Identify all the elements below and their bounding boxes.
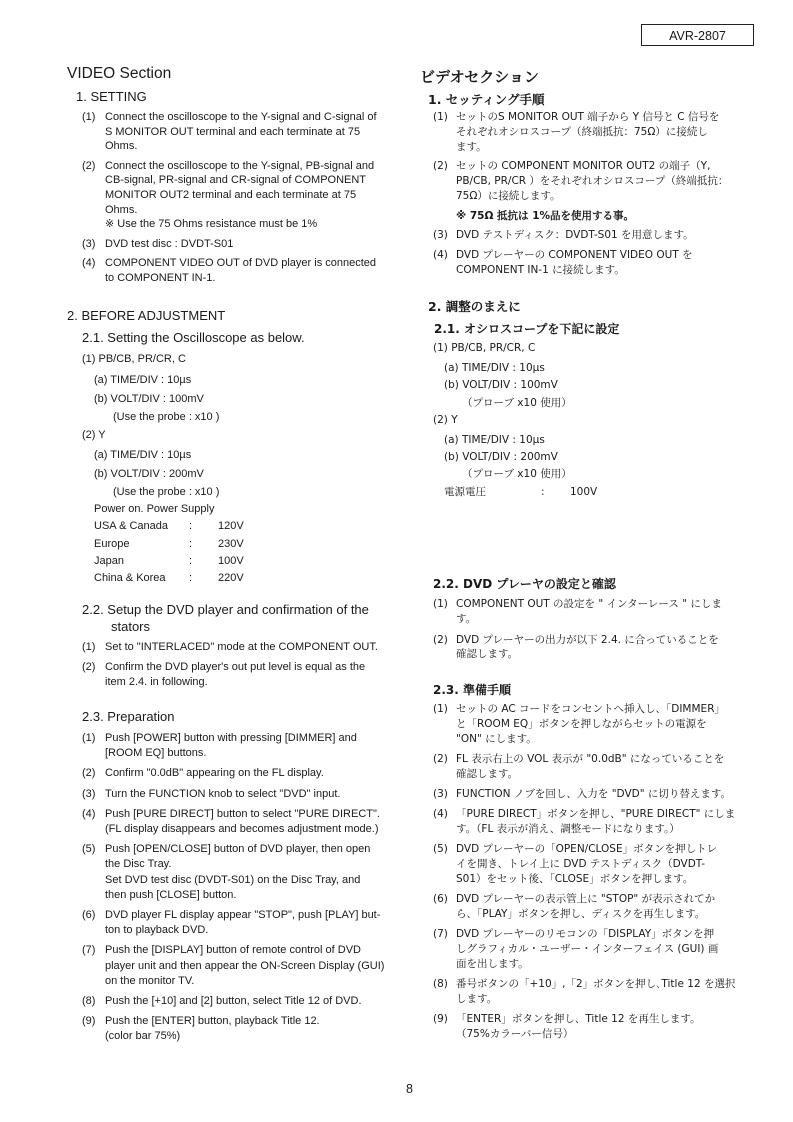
list-item-number: (8) (433, 978, 448, 990)
list-item-line: S01）をセット後、「CLOSE」ボタンを押します。 (456, 873, 694, 885)
osc-item-1a-jp: (a) TIME/DIV : 10µs (444, 362, 545, 374)
oscilloscope-title-jp: 2.1. オシロスコープを下記に設定 (434, 322, 620, 336)
list-item-line: PB/CB, PR/CR ）をそれぞれオシロスコープ（終端抵抗： (456, 175, 729, 188)
list-item-number: (3) (82, 237, 96, 250)
preparation-title-jp: 2.3. 準備手順 (433, 683, 511, 697)
list-item-line: それぞれオシロスコープ（終端抵抗：75Ω）に接続し (456, 125, 708, 138)
osc-item-1a-en: (a) TIME/DIV : 10µs (94, 374, 192, 386)
list-item-number: (3) (433, 229, 448, 241)
list-item-line: 「ENTER」ボタンを押し、Title 12 を再生します。 (456, 1013, 701, 1025)
setting-title-jp: 1. セッティング手順 (428, 92, 545, 107)
list-item-number: (4) (433, 808, 448, 820)
list-item-line: DVD プレーヤーの表示管上に "STOP" が表示されてか (456, 893, 716, 905)
list-item-line: Push the [+10] and [2] button, select Title 12 of DVD. (105, 995, 362, 1007)
list-item-line: Set to "INTERLACED" mode at the COMPONENT OUT. (105, 641, 378, 653)
list-item-line: DVD プレーヤーの出力が以下 2.4. に合っていることを (456, 633, 719, 646)
list-item-number: (1) (82, 641, 96, 653)
power-colon: : (189, 538, 193, 550)
list-item-line: （75%カラーバー信号） (456, 1028, 574, 1040)
list-item-line: COMPONENT VIDEO OUT of DVD player is connected (105, 257, 377, 270)
power-colon: : (189, 555, 193, 567)
list-item-line: Ohms. (105, 140, 138, 153)
list-item-line: [ROOM EQ] buttons. (105, 747, 207, 760)
list-item-number: (6) (433, 893, 448, 905)
list-item-line: す。 (456, 612, 477, 625)
list-item-line: the Disc Tray. (105, 858, 172, 871)
list-item-line: DVD プレーヤーの「OPEN/CLOSE」ボタンを押しトレ (456, 843, 718, 855)
osc-item-1b-en: (b) VOLT/DIV : 100mV (94, 393, 204, 405)
page-number: 8 (406, 1082, 413, 1096)
list-item-line: Push [POWER] button with pressing [DIMMER] and (105, 732, 357, 744)
list-item-line: セットの COMPONENT MONITOR OUT2 の端子（Y, (456, 160, 711, 173)
list-item-number: (1) (82, 732, 96, 744)
power-region: Europe (94, 538, 130, 550)
list-item-line: MONITOR OUT2 terminal and each terminate at 75 (105, 188, 357, 201)
osc-item-2-en: (2) Y (82, 429, 106, 441)
osc-item-1-en: (1) PB/CB, PR/CR, C (82, 353, 186, 365)
power-volt: 100V (218, 555, 244, 567)
list-item-line: CB-signal, PR-signal and CR-signal of COMPONENT (105, 174, 367, 187)
osc-item-2a-jp: (a) TIME/DIV : 10µs (444, 434, 545, 446)
model-label: AVR-2807 (641, 24, 754, 46)
list-item-number: (9) (433, 1013, 448, 1025)
osc-item-1-jp: (1) PB/CB, PR/CR, C (433, 342, 536, 354)
list-item-line: ます。 (456, 140, 487, 153)
oscilloscope-title-en: 2.1. Setting the Oscilloscope as below. (82, 330, 305, 345)
power-volt: 220V (218, 572, 244, 584)
before-adjustment-title-en: 2. BEFORE ADJUSTMENT (67, 308, 226, 323)
list-item-number: (3) (433, 788, 448, 800)
list-item-line: DVD テストディスク：DVDT-S01 を用意します。 (456, 229, 694, 241)
osc-probe-2-jp: （プローブ x10 使用） (462, 468, 572, 480)
setting-note-jp: ※ 75Ω 抵抗は 1%品を使用する事。 (456, 210, 635, 222)
power-supply-title-en: Power on. Power Supply (94, 503, 215, 515)
power-volt-jp: 100V (570, 486, 598, 498)
osc-probe-1-jp: （プローブ x10 使用） (462, 397, 572, 409)
dvd-setup-title-en-line2: stators (111, 619, 151, 634)
list-item-number: (8) (82, 995, 96, 1007)
list-item-line: (FL display disappears and becomes adjustment mode.) (105, 822, 379, 835)
osc-probe-1-en: (Use the probe : x10 ) (113, 411, 220, 423)
osc-item-2b-jp: (b) VOLT/DIV : 200mV (444, 451, 558, 463)
list-item-number: (1) (433, 111, 448, 123)
list-item-line: セットの AC コードをコンセントへ挿入し、「DIMMER」 (456, 703, 725, 715)
list-item-number: (3) (82, 787, 96, 800)
list-item-line: Set DVD test disc (DVDT-S01) on the Disc Tray, and (105, 873, 361, 886)
dvd-setup-title-jp: 2.2. DVD プレーヤの設定と確認 (433, 577, 616, 591)
list-item-line: Push the [ENTER] button, playback Title 12. (105, 1015, 320, 1028)
section-title-en: VIDEO Section (67, 65, 172, 82)
list-item-line: DVD player FL display appear "STOP", push [PLAY] but- (105, 909, 381, 921)
list-item-line: Confirm the DVD player's out put level is equal as the (105, 661, 366, 673)
list-item-line: item 2.4. in following. (105, 676, 208, 688)
list-item-line: FUNCTION ノブを回し、入力を "DVD" に切り替えます。 (456, 788, 732, 800)
preparation-title-en: 2.3. Preparation (82, 709, 175, 724)
list-item-line: イを開き、トレイ上に DVD テストディスク（DVDT- (456, 858, 706, 870)
list-item-line: 番号ボタンの「+10」,「2」ボタンを押し､Title 12 を選択 (456, 978, 736, 990)
list-item-line: Push [PURE DIRECT] button to select "PURE DIRECT". (105, 807, 380, 820)
power-colon-jp: : (541, 486, 545, 498)
power-volt: 120V (218, 520, 244, 532)
list-item-number: (1) (433, 703, 448, 715)
power-label-jp: 電源電圧 (444, 486, 486, 498)
power-region: China & Korea (94, 572, 166, 584)
list-item-number: (2) (433, 633, 448, 646)
section-title-jp: ビデオセクション (420, 68, 539, 86)
before-adjustment-title-jp: 2. 調整のまえに (428, 299, 521, 314)
list-item-number: (2) (433, 160, 448, 173)
list-item-number: (2) (82, 159, 96, 172)
list-item-line: on the monitor TV. (105, 974, 195, 987)
list-item-line: 面を出します。 (456, 958, 529, 970)
power-region: USA & Canada (94, 520, 168, 532)
list-item-line: Ohms. (105, 203, 138, 216)
list-item-line: と「ROOM EQ」ボタンを押しながらセットの電源を (456, 718, 707, 730)
list-item-number: (2) (433, 753, 448, 765)
list-item-line: Push [OPEN/CLOSE] button of DVD player, then open (105, 843, 371, 856)
list-item-line: FL 表示右上の VOL 表示が "0.0dB" になっていることを (456, 753, 725, 765)
list-item-line: Push the [DISPLAY] button of remote control of DVD (105, 944, 361, 957)
power-region: Japan (94, 555, 124, 567)
list-item-line: ※ Use the 75 Ohms resistance must be 1% (105, 218, 318, 231)
list-item-line: to COMPONENT IN-1. (105, 271, 216, 284)
list-item-line: 確認します。 (456, 768, 519, 780)
list-item-number: (2) (82, 767, 96, 780)
list-item-line: ton to playback DVD. (105, 924, 209, 937)
list-item-line: player unit and then appear the ON-Screen Display (GUI) (105, 959, 385, 972)
list-item-line: S MONITOR OUT terminal and each terminate at 75 (105, 125, 361, 138)
list-item-line: DVD プレーヤーのリモコンの「DISPLAY」ボタンを押 (456, 928, 715, 940)
list-item-line: 「PURE DIRECT」ボタンを押し、"PURE DIRECT" にしま (456, 808, 736, 820)
list-item-number: (4) (82, 257, 96, 270)
osc-item-2b-en: (b) VOLT/DIV : 200mV (94, 468, 204, 480)
list-item-line: Turn the FUNCTION knob to select "DVD" input. (105, 787, 341, 800)
power-volt: 230V (218, 538, 244, 550)
osc-item-1b-jp: (b) VOLT/DIV : 100mV (444, 379, 558, 391)
dvd-setup-title-en: 2.2. Setup the DVD player and confirmation of the (82, 602, 369, 617)
setting-title-en: 1. SETTING (76, 89, 147, 104)
list-item-number: (7) (82, 944, 96, 957)
power-colon: : (189, 520, 193, 532)
list-item-line: "ON" にします。 (456, 733, 537, 745)
list-item-number: (1) (433, 598, 448, 610)
list-item-line: Connect the oscilloscope to the Y-signal and C-signal of (105, 111, 377, 123)
list-item-line: 75Ω）に接続します。 (456, 189, 561, 202)
list-item-number: (7) (433, 928, 448, 940)
list-item-number: (4) (433, 248, 448, 261)
list-item-number: (4) (82, 807, 96, 820)
list-item-line: Confirm "0.0dB" appearing on the FL display. (105, 767, 324, 780)
list-item-line: しグラフィカル・ユーザー・インターフェイス (GUI) 画 (456, 943, 719, 955)
list-item-number: (2) (82, 661, 96, 673)
power-colon: : (189, 572, 193, 584)
list-item-number: (1) (82, 111, 96, 123)
list-item-line: (color bar 75%) (105, 1030, 181, 1043)
list-item-line: COMPONENT IN-1 に接続します。 (456, 263, 625, 276)
list-item-line: Connect the oscilloscope to the Y-signal, PB-signal and (105, 159, 375, 172)
list-item-line: ら、「PLAY」ボタンを押し、ディスクを再生します。 (456, 908, 706, 920)
list-item-number: (6) (82, 909, 96, 921)
list-item-number: (9) (82, 1015, 96, 1028)
list-item-line: then push [CLOSE] button. (105, 888, 237, 901)
list-item-line: 確認します。 (456, 648, 519, 661)
list-item-line: COMPONENT OUT の設定を " インターレース " にしま (456, 598, 722, 610)
osc-item-2a-en: (a) TIME/DIV : 10µs (94, 449, 192, 461)
list-item-number: (5) (82, 843, 96, 856)
list-item-number: (5) (433, 843, 448, 855)
list-item-line: DVD test disc : DVDT-S01 (105, 237, 234, 250)
osc-probe-2-en: (Use the probe : x10 ) (113, 486, 220, 498)
list-item-line: セットのS MONITOR OUT 端子から Y 信号と C 信号を (456, 111, 720, 123)
list-item-line: DVD プレーヤーの COMPONENT VIDEO OUT を (456, 248, 693, 261)
list-item-line: す。（FL 表示が消え、調整モードになります。） (456, 823, 680, 835)
list-item-line: します。 (456, 993, 498, 1005)
osc-item-2-jp: (2) Y (433, 414, 458, 426)
